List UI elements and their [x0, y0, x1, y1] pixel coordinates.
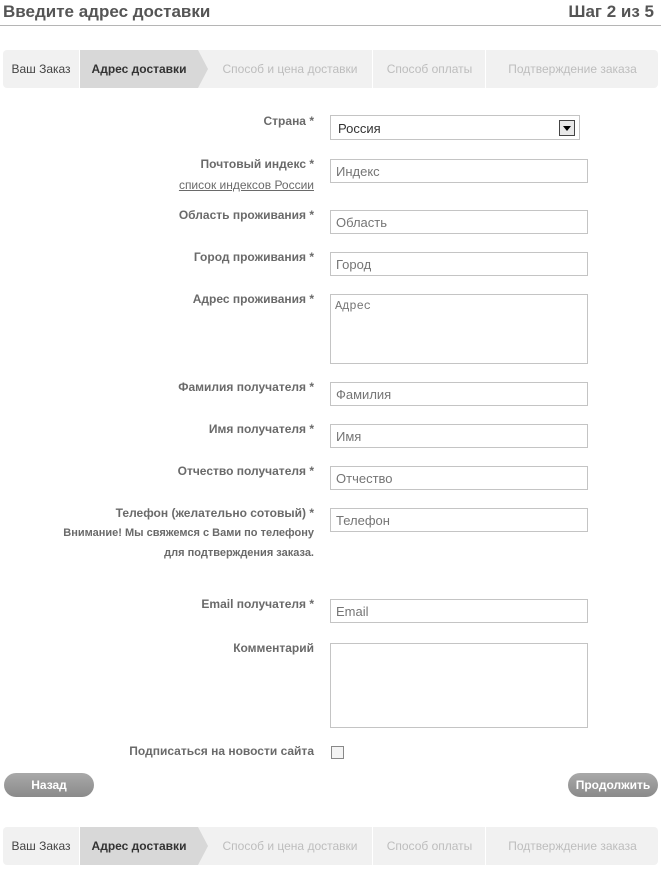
phone-label: Телефон (желательно сотовый) *	[115, 506, 314, 520]
address-label: Адрес проживания *	[192, 292, 314, 306]
middlename-label: Отчество получателя *	[177, 464, 314, 478]
step-confirmation: Подтверждение заказа	[508, 839, 637, 853]
subscribe-checkbox[interactable]	[331, 746, 344, 759]
city-input[interactable]	[330, 252, 588, 276]
page-title: Введите адрес доставки	[3, 2, 211, 21]
continue-button[interactable]: Продолжить	[568, 773, 658, 797]
lastname-input[interactable]	[330, 382, 588, 406]
lastname-label: Фамилия получателя *	[178, 380, 314, 394]
phone-note-line2: для подтверждения заказа.	[164, 547, 314, 559]
step-delivery: Способ и цена доставки	[208, 827, 373, 865]
step-payment: Способ оплаты	[374, 827, 486, 865]
subscribe-label: Подписаться на новости сайта	[129, 744, 314, 758]
country-select-value: Россия	[338, 121, 381, 136]
phone-input[interactable]	[330, 508, 588, 532]
email-input[interactable]	[330, 599, 588, 623]
region-input[interactable]	[330, 210, 588, 234]
steps-bar-bottom	[3, 827, 658, 865]
phone-note-line1: Внимание! Мы свяжемся с Вами по телефону	[63, 527, 314, 539]
back-button[interactable]: Назад	[4, 773, 94, 797]
step-confirmation: Подтверждение заказа	[508, 62, 637, 76]
step-order[interactable]: Ваш Заказ	[3, 827, 80, 865]
address-textarea[interactable]	[330, 294, 588, 364]
step-order[interactable]: Ваш Заказ	[3, 50, 80, 88]
country-select[interactable]	[330, 115, 580, 140]
country-label: Страна *	[263, 114, 314, 128]
region-label: Область проживания *	[178, 208, 314, 222]
step-address-current: Адрес доставки	[80, 827, 198, 865]
step-counter: Шаг 2 из 5	[568, 2, 654, 21]
step-address-current: Адрес доставки	[80, 50, 198, 88]
zip-input[interactable]	[330, 159, 588, 183]
comment-label: Комментарий	[233, 641, 314, 655]
chevron-down-icon[interactable]	[559, 120, 575, 136]
zip-label: Почтовый индекс *	[200, 157, 314, 171]
zip-list-link[interactable]: список индексов России	[178, 178, 314, 192]
step-payment: Способ оплаты	[374, 50, 486, 88]
firstname-label: Имя получателя *	[208, 422, 314, 436]
city-label: Город проживания *	[193, 250, 314, 264]
step-delivery: Способ и цена доставки	[208, 50, 373, 88]
middlename-input[interactable]	[330, 466, 588, 490]
page-header	[0, 0, 661, 26]
comment-textarea[interactable]	[330, 643, 588, 728]
steps-bar-top	[3, 50, 658, 88]
firstname-input[interactable]	[330, 424, 588, 448]
email-label: Email получателя *	[201, 597, 314, 611]
